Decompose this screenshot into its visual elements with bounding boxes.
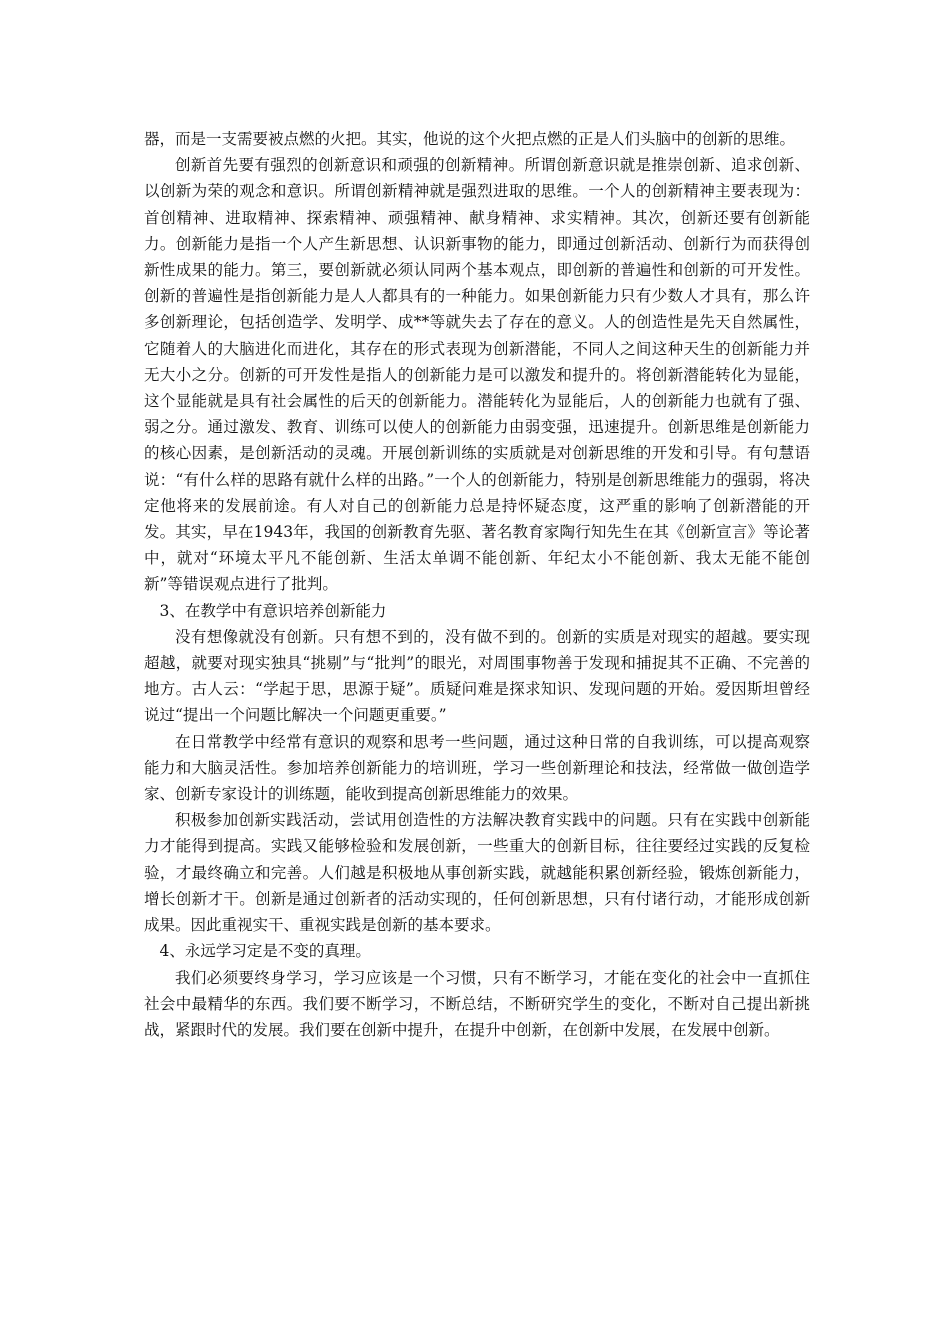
paragraph-daily-teaching: 在日常教学中经常有意识的观察和思考一些问题，通过这种日常的自我训练，可以提高观察能力和大脑灵活性。参加培养创新能力的培训班，学习一些创新理论和技法，经常做一做创造学家、创新专家设计的训练题，能收到提高创新思维能力的效果。 <box>144 732 810 804</box>
paragraph-lifelong-learning: 我们必须要终身学习，学习应该是一个习惯，只有不断学习，才能在变化的社会中一直抓住社会中最精华的东西。我们要不断学习，不断总结，不断研究学生的变化，不断对自己提出新挑战，紧跟时代的发展。我们要在创新中提升，在提升中创新，在创新中发展，在发展中创新。 <box>144 968 810 1039</box>
section-heading-3: 3、在教学中有意识培养创新能力 <box>159 601 387 620</box>
paragraph-imagination: 没有想像就没有创新。只有想不到的，没有做不到的。创新的实质是对现实的超越。要实现超越，就要对现实独具“挑剔”与“批判”的眼光，对周围事物善于发现和捕捉其不正确、不完善的地方。古人云：“学起于思，思源于疑”。质疑问难是探求知识、发现问题的开始。爱因斯坦曾经说过“提出一个问题比解决一个问题更重要。” <box>144 627 810 725</box>
document-body <box>144 126 810 1043</box>
section-heading-4: 4、永远学习定是不变的真理。 <box>159 942 371 961</box>
paragraph-creative-spirit: 创新首先要有强烈的创新意识和顽强的创新精神。所谓创新意识就是推崇创新、追求创新、以创新为荣的观念和意识。所谓创新精神就是强烈进取的思维。一个人的创新精神主要表现为：首创精神、进取精神、探索精神、顽强精神、献身精神、求实精神。其次，创新还要有创新能力。创新能力是指一个人产生新思想、认识新事物的能力，即通过创新活动、创新行为而获得创新性成果的能力。第三，要创新就必须认同两个基本观点，即创新的普遍性和创新的可开发性。创新的普遍性是指创新能力是人人都具有的一种能力。如果创新能力只有少数人才具有，那么许多创新理论，包括创造学、发明学、成**等就失去了存在的意义。人的创造性是先天自然属性，它随着人的大脑进化而进化，其存在的形式表现为创新潜能，不同人之间这种天生的创新能力并无大小之分。创新的可开发性是指人的创新能力是可以激发和提升的。将创新潜能转化为显能，这个显能就是具有社会属性的后天的创新能力。潜能转化为显能后，人的创新能力也就有了强、弱之分。通过激发、教育、训练可以使人的创新能力由弱变强，迅速提升。创新思维是创新能力的核心因素，是创新活动的灵魂。开展创新训练的实质就是对创新思维的开发和引导。有句慧语说：“有什么样的思路有就什么样的出路。”一个人的创新能力，特别是创新思维能力的强弱，将决定他将来的发展前途。有人对自己的创新能力总是持怀疑态度，这严重的影响了创新潜能的开发。其实，早在1943年，我国的创新教育先驱、著名教育家陶行知先生在其《创新宣言》等论著中，就对“环境太平凡不能创新、生活太单调不能创新、年纪太小不能创新、我太无能不能创新”等错误观点进行了批判。 <box>144 156 810 594</box>
paragraph-continuation: 器，而是一支需要被点燃的火把。其实，他说的这个火把点燃的正是人们头脑中的创新的思维。 <box>144 130 796 148</box>
paragraph-practice: 积极参加创新实践活动，尝试用创造性的方法解决教育实践中的问题。只有在实践中创新能力才能得到提高。实践又能够检验和发展创新，一些重大的创新目标，往往要经过实践的反复检验，才最终确立和完善。人们越是积极地从事创新实践，就越能积累创新经验，锻炼创新能力，增长创新才干。创新是通过创新者的活动实现的，任何创新思想，只有付诸行动，才能形成创新成果。因此重视实干、重视实践是创新的基本要求。 <box>144 811 810 935</box>
